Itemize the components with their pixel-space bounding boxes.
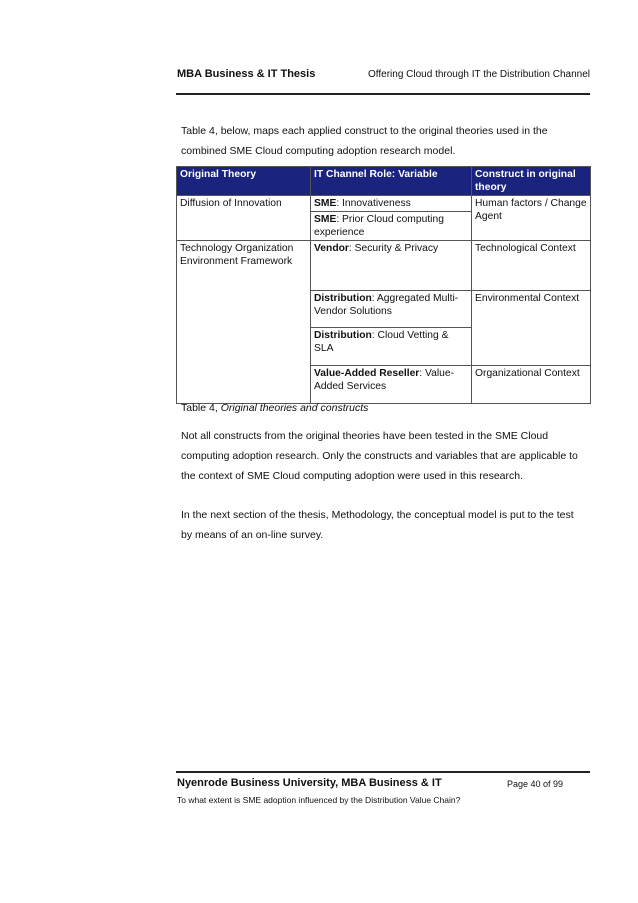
- table-row: [177, 241, 591, 291]
- footer-research-question: To what extent is SME adoption influenced by the Distribution Value Chain?: [177, 795, 461, 805]
- cell-sme-innovativeness: SME: Innovativeness: [311, 196, 472, 212]
- running-header-title: MBA Business & IT Thesis: [177, 68, 316, 80]
- header-rule: [176, 93, 590, 95]
- running-header-subtitle: Offering Cloud through IT the Distribution Channel: [368, 69, 590, 80]
- footer-rule: [176, 771, 590, 773]
- body-paragraph-1: Not all constructs from the original theories have been tested in the SME Cloud computing adoption research. Only the constructs and variables that are applicable to the context of SME Cloud computing adoption were used in this research.: [181, 430, 578, 482]
- cell-distribution-vetting: Distribution: Cloud Vetting & SLA: [311, 328, 472, 366]
- cell-environmental-context: Environmental Context: [472, 291, 591, 366]
- cell-distribution-aggregated: Distribution: Aggregated Multi-Vendor Solutions: [311, 291, 472, 328]
- cell-technological-context: Technological Context: [472, 241, 591, 291]
- table-header-row: [177, 167, 591, 196]
- header-channel-role: IT Channel Role: Variable: [311, 167, 472, 196]
- cell-organizational-context: Organizational Context: [472, 366, 591, 404]
- cell-toe-framework: Technology Organization Environment Framework: [177, 241, 311, 404]
- cell-human-factors: Human factors / Change Agent: [472, 196, 591, 241]
- intro-paragraph: Table 4, below, maps each applied construct to the original theories used in the combined SME Cloud computing adoption research model.: [181, 125, 548, 157]
- page-number: Page 40 of 99: [507, 779, 564, 789]
- cell-value-added-reseller: Value-Added Reseller: Value-Added Services: [311, 366, 472, 404]
- footer-university: Nyenrode Business University, MBA Business & IT: [177, 777, 442, 789]
- constructs-table: [176, 166, 591, 404]
- table-row: [177, 196, 591, 212]
- body-paragraph-2: In the next section of the thesis, Methodology, the conceptual model is put to the test by means of an on-line survey.: [181, 509, 574, 541]
- table-caption: Table 4, Original theories and constructs: [181, 402, 369, 414]
- cell-sme-prior-experience: SME: Prior Cloud computing experience: [311, 212, 472, 241]
- cell-vendor-security: Vendor: Security & Privacy: [311, 241, 472, 291]
- header-construct: Construct in original theory: [472, 167, 591, 196]
- header-original-theory: Original Theory: [177, 167, 311, 196]
- cell-diffusion: Diffusion of Innovation: [177, 196, 311, 241]
